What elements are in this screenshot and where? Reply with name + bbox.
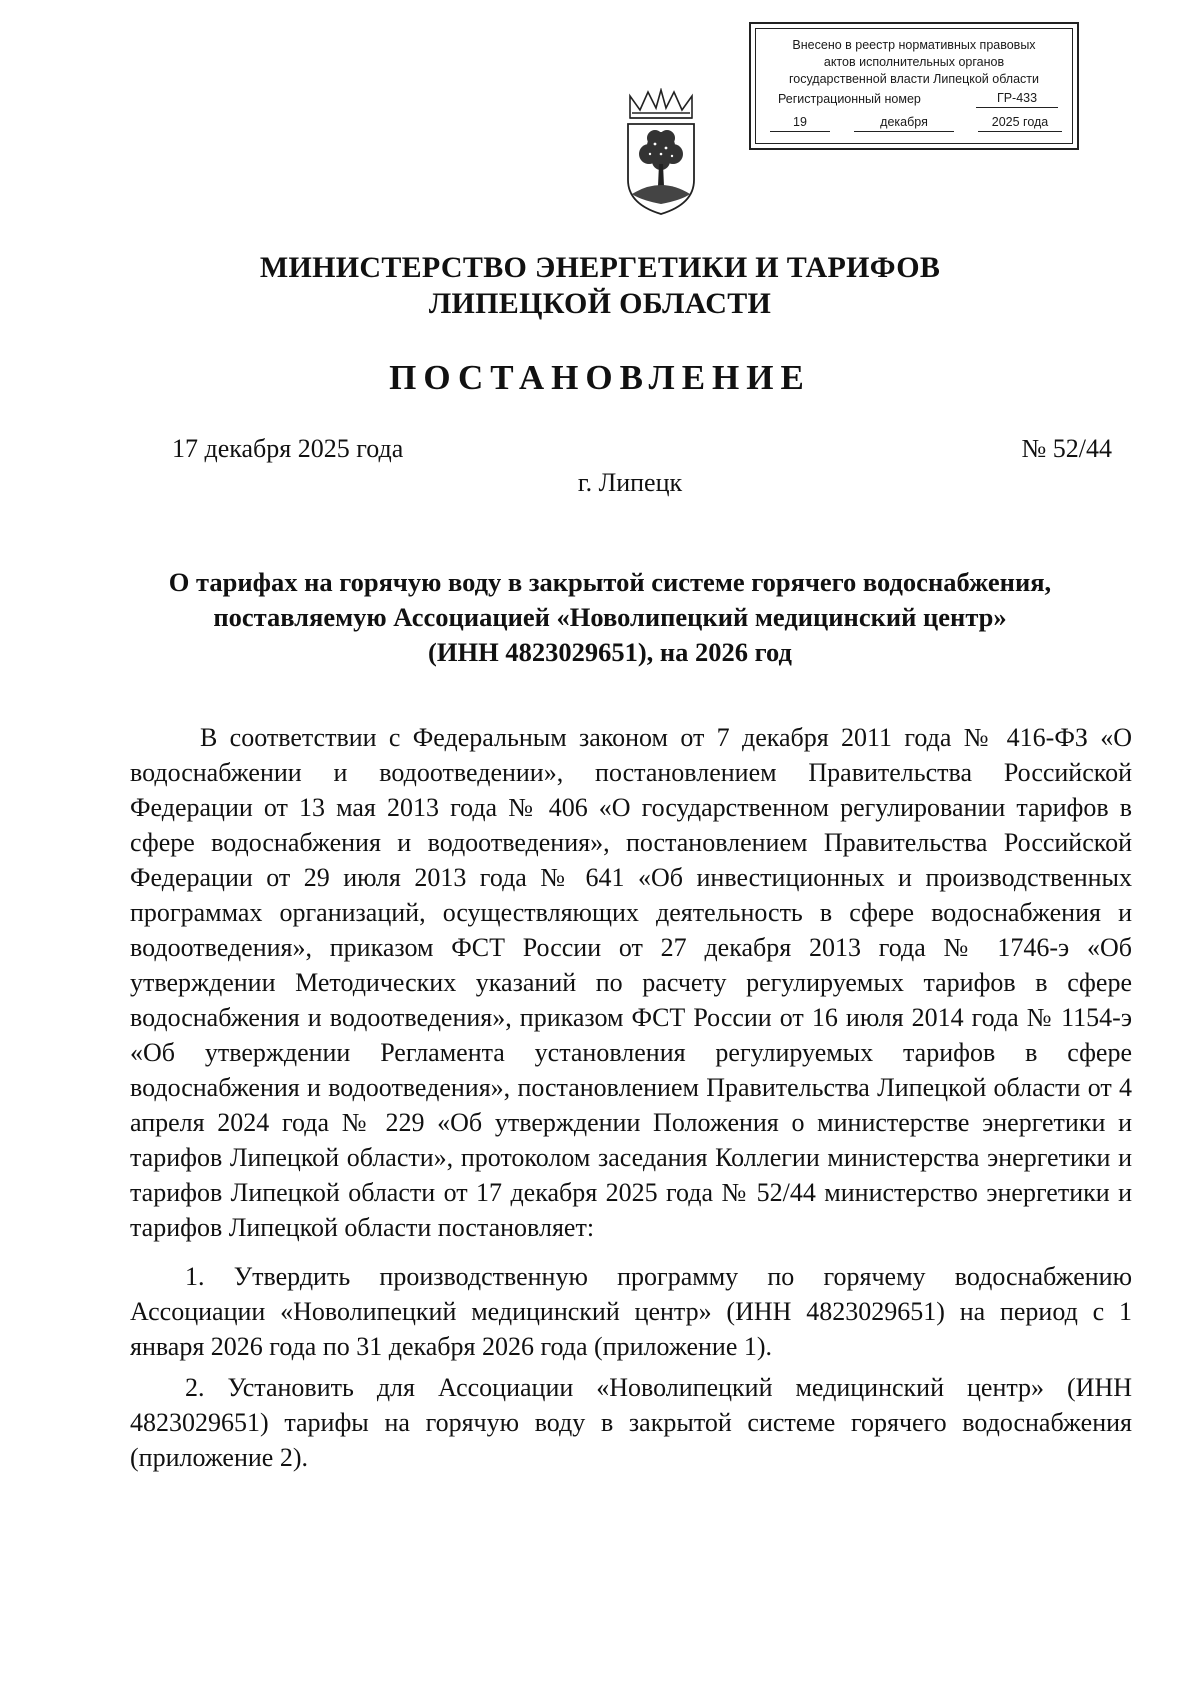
ministry-name-line-1: МИНИСТЕРСТВО ЭНЕРГЕТИКИ И ТАРИФОВ	[259, 251, 941, 284]
stamp-year: 2025 года	[978, 114, 1062, 132]
title-line-3: (ИНН 4823029651), на 2026 год	[428, 637, 792, 667]
stamp-day: 19	[770, 114, 830, 132]
coat-of-arms-icon	[622, 88, 700, 218]
document-body	[130, 720, 1132, 1475]
ministry-name-line-2: ЛИПЕЦКОЙ ОБЛАСТИ	[428, 287, 772, 320]
stamp-registration-row	[756, 90, 1072, 108]
document-date: 17 декабря 2025 года	[172, 434, 404, 463]
stamp-line-1: Внесено в реестр нормативных правовых	[792, 38, 1036, 52]
resolution-item-1: 1. Утвердить производственную программу по горячему водоснабжению Ассоциации «Новолипецкий медицинский центр» (ИНН 4823029651) на период с 1 января 2026 года по 31 декабря 2026 года (приложение 1).	[130, 1262, 1132, 1361]
stamp-line-3: государственной власти Липецкой области	[788, 72, 1040, 86]
document-number: № 52/44	[1021, 434, 1112, 463]
stamp-line-2: актов исполнительных органов	[823, 55, 1005, 69]
stamp-reg-number: ГР-433	[976, 90, 1058, 108]
stamp-reg-label: Регистрационный номер	[778, 92, 921, 106]
document-city: г. Липецк	[577, 468, 683, 497]
ministry-name	[0, 250, 1200, 322]
document-title	[130, 565, 1090, 670]
registry-stamp	[749, 22, 1079, 150]
title-line-1: О тарифах на горячую воду в закрытой системе горячего водоснабжения,	[168, 567, 1052, 597]
registry-stamp-inner	[755, 28, 1073, 144]
resolution-item-2: 2. Установить для Ассоциации «Новолипецкий медицинский центр» (ИНН 4823029651) тарифы на горячую воду в закрытой системе горячего водоснабжения (приложение 2).	[130, 1373, 1132, 1472]
document-type: ПОСТАНОВЛЕНИЕ	[389, 358, 811, 397]
title-line-2: поставляемую Ассоциацией «Новолипецкий медицинский центр»	[213, 602, 1007, 632]
stamp-date-row	[756, 114, 1072, 132]
stamp-month: декабря	[854, 114, 954, 132]
preamble-paragraph: В соответствии с Федеральным законом от 7 декабря 2011 года № 416-ФЗ «О водоснабжении и водоотведении», постановлением Правительства Российской Федерации от 13 мая 2013 года № 406 «О государственном регулировании тарифов в сфере водоснабжения и водоотведения», постановлением Правительства Российской Федерации от 29 июля 2013 года № 641 «Об инвестиционных и производственных программах организаций, осуществляющих деятельность в сфере водоснабжения и водоотведения», приказом ФСТ России от 27 декабря 2013 года № 1746-э «Об утверждении Методических указаний по расчету регулируемых тарифов в сфере водоснабжения и водоотведения», приказом ФСТ России от 16 июля 2014 года № 1154-э «Об утверждении Регламента установления регулируемых тарифов в сфере водоснабжения и водоотведения», постановлением Правительства Липецкой области от 4 апреля 2024 года № 229 «Об утверждении Положения о министерстве энергетики и тарифов Липецкой области», протоколом заседания Коллегии министерства энергетики и тарифов Липецкой области от 17 декабря 2025 года № 52/44 министерство энергетики и тарифов Липецкой области постановляет:	[130, 723, 1132, 1242]
